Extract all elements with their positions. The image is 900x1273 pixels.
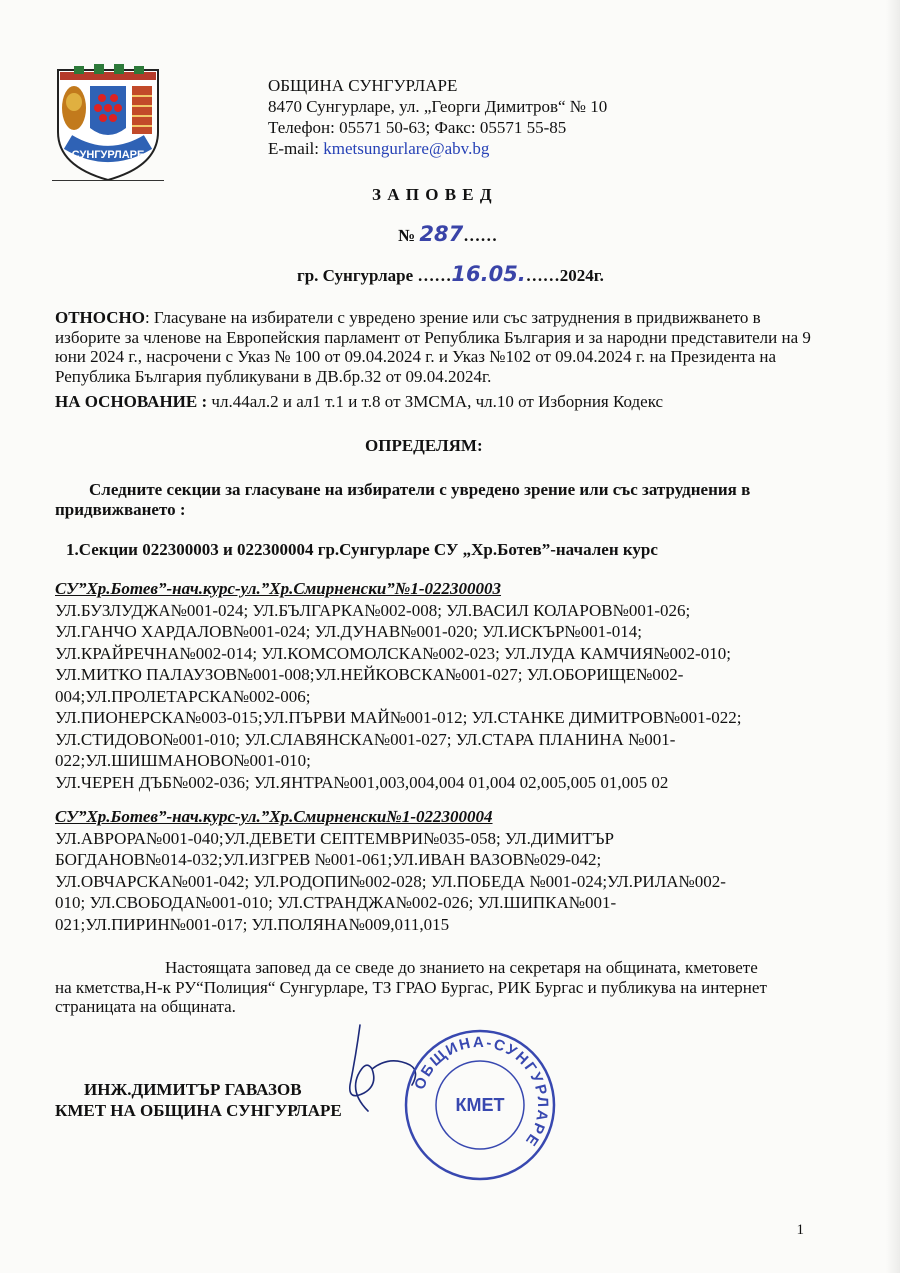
basis-label: НА ОСНОВАНИЕ : [55,392,208,411]
municipality-phone: Телефон: 05571 50-63; Факс: 05571 55-85 [268,118,567,137]
logo-text: СУНГУРЛАРЕ [71,149,145,161]
subject-paragraph [55,308,815,386]
determine-heading: ОПРЕДЕЛЯМ: [365,436,483,455]
intro-paragraph: Следните секции за гласуване на избиратели с увредено зрение или със затруднения в придвижването : [55,480,751,519]
order-title: З А П О В Е Д [372,185,493,204]
order-number-prefix: № [398,226,420,245]
section-a-line: 022;УЛ.ШИШМАНОВО№001-010; [55,751,311,770]
order-number [398,222,497,246]
date-dots-right: …… [525,266,560,285]
page-number: 1 [796,1222,804,1238]
date-handwritten: 16.05. [451,262,526,286]
section-b-line: 010; УЛ.СВОБОДА№001-010; УЛ.СТРАНДЖА№002-026; УЛ.ШИПКА№001- [55,893,617,912]
closing-paragraph: Настоящата заповед да се сведе до знанието на секретаря на общината, кметовете на кметства,Н-к РУ“Полиция“ Сунгурларе, ТЗ ГРАО Бургас, РИК Бургас и публикува на интернет страницата на общината. [55,958,767,1016]
order-place-date [297,262,604,286]
basis-paragraph [55,392,815,412]
page-edge-shadow [886,0,900,1273]
date-dots-left: …… [417,266,452,285]
section-a-heading: СУ”Хр.Ботев”-нач.курс-ул.”Хр.Смирненски”№1-022300003 [55,579,502,598]
section-b-line: 021;УЛ.ПИРИН№001-017; УЛ.ПОЛЯНА№009,011,015 [55,914,450,934]
item-1: 1.Секции 022300003 и 022300004 гр.Сунгурларе СУ „Хр.Ботев”-начален курс [66,540,658,559]
signer-title: КМЕТ НА ОБЩИНА СУНГУРЛАРЕ [55,1101,342,1120]
municipality-name: ОБЩИНА СУНГУРЛАРЕ [268,76,458,95]
section-a-line: УЛ.СТИДОВО№001-010; УЛ.СЛАВЯНСКА№001-027; УЛ.СТАРА ПЛАНИНА №001- [55,729,676,749]
email-link[interactable]: kmetsungurlare@abv.bg [323,139,490,158]
logo-underline [52,180,164,181]
section-b-heading: СУ”Хр.Ботев”-нач.курс-ул.”Хр.Смирненски№1-022300004 [55,807,493,826]
section-b-line: БОГДАНОВ№014-032;УЛ.ИЗГРЕВ №001-061;УЛ.ИВАН ВАЗОВ№029-042; [55,850,602,869]
municipality-logo [52,62,164,184]
section-a-line: УЛ.ПИОНЕРСКА№003-015;УЛ.ПЪРВИ МАЙ№001-012; УЛ.СТАНКЕ ДИМИТРОВ№001-022; [55,708,742,727]
place-prefix: гр. Сунгурларе [297,266,418,285]
section-a-line: УЛ.БУЗЛУДЖА№001-024; УЛ.БЪЛГАРКА№002-008; УЛ.ВАСИЛ КОЛАРОВ№001-026; [55,600,691,620]
section-a-line: УЛ.КРАЙРЕЧНА№002-014; УЛ.КОМСОМОЛСКА№002-023; УЛ.ЛУДА КАМЧИЯ№002-010; [55,643,731,663]
date-year: 2024г. [559,266,604,285]
signer-name: ИНЖ.ДИМИТЪР ГАВАЗОВ [84,1080,302,1099]
section-a-line: 004;УЛ.ПРОЛЕТАРСКА№002-006; [55,686,311,706]
stamp-ring-text: ОБЩИНА-СУНГУРЛАРЕ [411,1033,552,1151]
section-b-line: УЛ.АВРОРА№001-040;УЛ.ДЕВЕТИ СЕПТЕМВРИ№035-058; УЛ.ДИМИТЪР [55,828,614,848]
order-number-handwritten: 287 [419,222,464,246]
subject-text: : Гласуване на избиратели с увредено зрение или със затруднения в придвижването в изборите за членове на Европейския парламент от Република България и за народни представители на 9 юни 2024 г., насрочени с Указ № 100 от 09.04.2024 г. и Указ №102 от 09.04.2024 г. на Президента на Република България публикувани в ДВ.бр.32 от 09.04.2024г. [55,308,811,386]
basis-text: чл.44ал.2 и ал1 т.1 и т.8 от ЗМСМА, чл.10 от Изборния Кодекс [207,392,664,411]
municipality-address: 8470 Сунгурларе, ул. „Георги Димитров“ № 10 [268,97,608,116]
section-a-line: УЛ.ГАНЧО ХАРДАЛОВ№001-024; УЛ.ДУНАВ№001-020; УЛ.ИСКЪР№001-014; [55,622,643,641]
section-a-line: УЛ.МИТКО ПАЛАУЗОВ№001-008;УЛ.НЕЙКОВСКА№001-027; УЛ.ОБОРИЩЕ№002- [55,665,684,684]
municipality-email-line [268,139,489,159]
section-a [55,578,815,793]
section-b [55,806,815,935]
order-number-dots: …… [463,226,498,245]
municipal-stamp [400,1025,560,1185]
stamp-center-text: КМЕТ [455,1095,505,1115]
subject-label: ОТНОСНО [55,308,145,327]
section-b-line: УЛ.ОВЧАРСКА№001-042; УЛ.РОДОПИ№002-028; УЛ.ПОБЕДА №001-024;УЛ.РИЛА№002- [55,871,726,891]
email-label: E-mail: [268,139,324,158]
section-a-line: УЛ.ЧЕРЕН ДЪБ№002-036; УЛ.ЯНТРА№001,003,004,004 01,004 02,005,005 01,005 02 [55,772,669,792]
